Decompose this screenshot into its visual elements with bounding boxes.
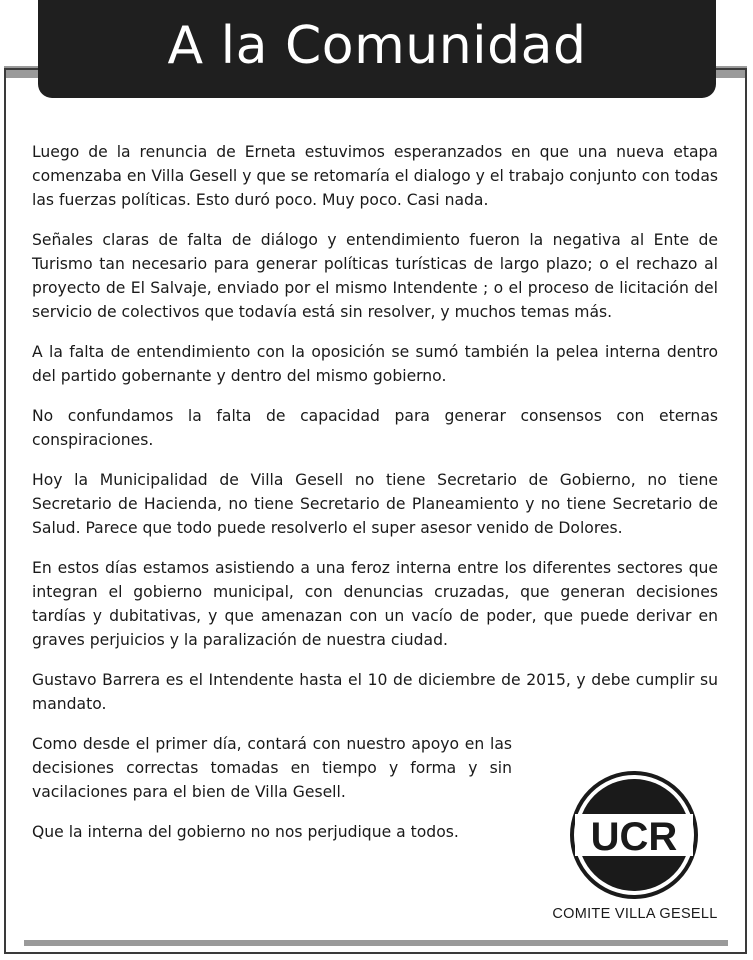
logo-caption: COMITE VILLA GESELL: [552, 906, 718, 922]
paragraph-8: Como desde el primer día, contará con nuestro apoyo en las decisiones correctas tomadas en tiempo y forma y sin vacilaciones para el bien de Villa Gesell.: [32, 735, 512, 801]
page-title: A la Comunidad: [167, 16, 587, 76]
paragraph-1: Luego de la renuncia de Erneta estuvimos esperanzados en que una nueva etapa comenzaba en Villa Gesell y que se retomaría el dialogo y el trabajo conjunto con todas las fuerzas políticas. Esto duró poco. Muy poco. Casi nada.: [32, 143, 718, 209]
paragraph-9: Que la interna del gobierno no nos perjudique a todos.: [32, 823, 459, 841]
paragraph-6: En estos días estamos asistiendo a una feroz interna entre los diferentes sectores que integran el gobierno municipal, con denuncias cruzadas, que generan decisiones tardías y dubitativas, y que amenazan con un vacío de poder, que puede derivar en graves perjuicios y la paralización de nuestra ciudad.: [32, 559, 718, 649]
paragraph-4: No confundamos la falta de capacidad para generar consensos con eternas conspiraciones.: [32, 407, 718, 449]
ucr-logo-block: [545, 770, 725, 930]
paragraph-3: A la falta de entendimiento con la oposición se sumó también la pelea interna dentro del partido gobernante y dentro del mismo gobierno.: [32, 343, 718, 385]
paragraph-2: Señales claras de falta de diálogo y entendimiento fueron la negativa al Ente de Turismo tan necesario para generar políticas turísticas de largo plazo; o el rechazo al proyecto de El Salvaje, enviado por el mismo Intendente ; o el proceso de licitación del servicio de colectivos que todavía está sin resolver, y muchos temas más.: [32, 231, 718, 321]
logo-text: UCR: [590, 815, 678, 859]
bottom-rule: [24, 940, 728, 946]
letter-body: [32, 140, 718, 860]
title-banner: [38, 0, 716, 98]
paragraph-7: Gustavo Barrera es el Intendente hasta el 10 de diciembre de 2015, y debe cumplir su mandato.: [32, 671, 718, 713]
paragraph-5: Hoy la Municipalidad de Villa Gesell no tiene Secretario de Gobierno, no tiene Secretario de Hacienda, no tiene Secretario de Planeamiento y no tiene Secretario de Salud. Parece que todo puede resolverlo el super asesor venido de Dolores.: [32, 471, 718, 537]
ucr-logo-icon: [569, 770, 699, 900]
